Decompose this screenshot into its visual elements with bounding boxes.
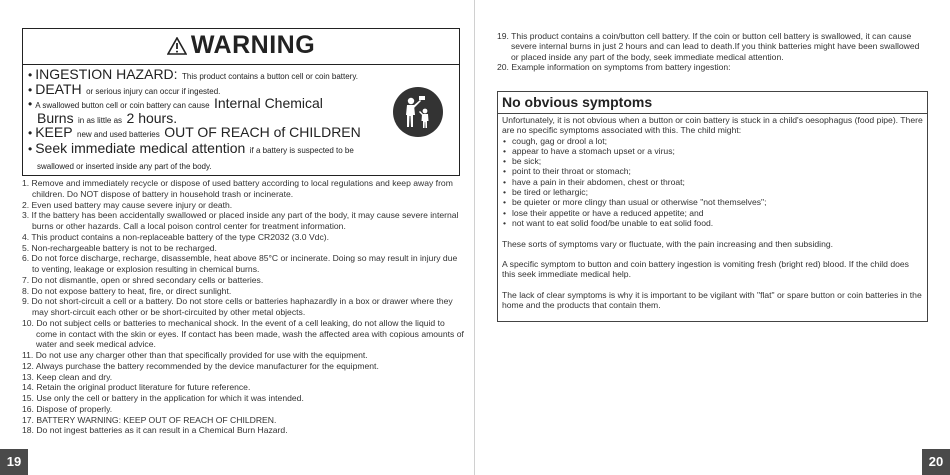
- warning-line-seek: • Seek immediate medical attention if a battery is suspected to be: [28, 140, 354, 156]
- list-item: 9. Do not short-circuit a cell or a battery. Do not store cells or batteries haphazardly in a box or drawer where they may short-circuit each other or be short-circuited by other metal objects.: [22, 296, 453, 317]
- list-item: 15. Use only the cell or battery in the application for which it was intended.: [22, 393, 304, 403]
- list-item: 2. Even used battery may cause severe injury or death.: [22, 199, 233, 210]
- spacer: [502, 249, 924, 259]
- list-item: 17. BATTERY WARNING: KEEP OUT OF REACH OF CHILDREN.: [22, 414, 277, 425]
- warning-box: [22, 28, 460, 176]
- list-item: 13. Keep clean and dry.: [22, 371, 113, 382]
- warning-line-ingestion: • INGESTION HAZARD: This product contains a button cell or coin battery.: [28, 66, 358, 82]
- list-item: 7. Do not dismantle, open or shred secondary cells or batteries.: [22, 274, 264, 285]
- symptom-bullet: • be sick;: [502, 156, 924, 166]
- warning-triangle-icon: [167, 37, 187, 55]
- symptoms-paragraph: These sorts of symptoms vary or fluctuate, with the pain increasing and then subsiding.: [502, 238, 834, 249]
- list-item: 6. Do not force discharge, recharge, disassemble, heat above 85°C or incinerate. Doing so may result in injury due to venting, leakage or explosion resulting in chemical burns.: [22, 253, 458, 274]
- symptoms-title-rule: [498, 113, 927, 114]
- warning-line-burns: Burns in as little as 2 hours.: [37, 110, 178, 126]
- symptoms-intro: Unfortunately, it is not obvious when a button or coin battery is stuck in a child's oesophagus (food pipe). There are no specific symptoms associated with this. The child might:: [502, 115, 923, 136]
- symptom-bullet: • be tired or lethargic;: [502, 187, 924, 197]
- list-item: 1. Remove and immediately recycle or dispose of used battery according to local regulations and keep away from children. Do NOT dispose of battery in household trash or incinerate.: [22, 178, 453, 199]
- left-instruction-list: [22, 178, 464, 436]
- list-item: 20. Example information on symptoms from battery ingestion:: [497, 62, 731, 73]
- list-item: 16. Dispose of properly.: [22, 403, 113, 414]
- symptom-bullet: • cough, gag or drool a lot;: [502, 136, 924, 146]
- page-divider: [474, 0, 475, 475]
- list-item: 3. If the battery has been accidentally swallowed or placed inside any part of the body, it may cause severe internal burns or other hazards. Call a local poison control center for treatment information.: [22, 210, 459, 231]
- list-item: 11. Do not use any charger other than that specifically provided for use with the equipment.: [22, 350, 368, 360]
- symptoms-paragraph: The lack of clear symptoms is why it is important to be vigilant with "flat" or spare button or coin batteries in the home and the products that contain them.: [502, 290, 922, 311]
- list-item: 4. This product contains a non-replaceable battery of the type CR2032 (3.0 Vdc).: [22, 231, 330, 242]
- symptom-bullet: • appear to have a stomach upset or a virus;: [502, 146, 924, 156]
- symptom-bullet: • have a pain in their abdomen, chest or throat;: [502, 177, 924, 187]
- spacer: [502, 228, 924, 238]
- spacer: [502, 280, 924, 290]
- symptoms-paragraph: A specific symptom to button and coin battery ingestion is vomiting fresh (bright red) blood. If the child does this seek immediate medical help.: [502, 259, 909, 280]
- symptom-bullet: • point to their throat or stomach;: [502, 166, 924, 176]
- symptoms-body: [502, 115, 924, 311]
- adult-child-battery-icon: [392, 86, 444, 138]
- symptoms-title: No obvious symptoms: [502, 94, 653, 110]
- symptoms-box: [497, 91, 928, 322]
- warning-line-seek-cont: swallowed or inserted inside any part of the body.: [37, 162, 212, 171]
- symptom-bullet: • be quieter or more clingy than usual or otherwise "not themselves";: [502, 197, 924, 207]
- symptom-bullet: • lose their appetite or have a reduced appetite; and: [502, 208, 924, 218]
- warning-title-rule: [23, 64, 459, 65]
- warning-title: WARNING: [23, 31, 459, 60]
- symptom-bullet: • not want to eat solid food/be unable to eat solid food.: [502, 218, 924, 228]
- list-item: 12. Always purchase the battery recommended by the device manufacturer for the equipment.: [22, 360, 379, 371]
- page-number-left: 19: [0, 449, 28, 475]
- list-item: 5. Non-rechargeable battery is not to be recharged.: [22, 242, 217, 253]
- list-item: 19. This product contains a coin/button cell battery. If the coin or button cell battery is swallowed, it can cause severe internal burns in just 2 hours and can lead to death.If you think batteries might have been swallowed or placed inside any part of the body, seek immediate medical attention.: [497, 31, 920, 62]
- list-item: 10. Do not subject cells or batteries to mechanical shock. In the event of a cell leaking, do not allow the liquid to come in contact with the skin or eyes. If contact has been made, wash the affected area with copious amounts of water and seek medical advice.: [22, 317, 464, 350]
- list-item: 8. Do not expose battery to heat, fire, or direct sunlight.: [22, 285, 232, 296]
- page-number-right: 20: [922, 449, 950, 475]
- warning-line-keep: • KEEP new and used batteries OUT OF REACH of CHILDREN: [28, 124, 361, 140]
- list-item: 14. Retain the original product literature for future reference.: [22, 382, 251, 393]
- warning-line-swallowed: • A swallowed button cell or coin battery can cause Internal Chemical: [28, 95, 323, 111]
- right-instruction-list: [497, 31, 927, 73]
- list-item: 18. Do not ingest batteries as it can result in a Chemical Burn Hazard.: [22, 425, 288, 436]
- warning-line-death: • DEATH or serious injury can occur if ingested.: [28, 81, 221, 97]
